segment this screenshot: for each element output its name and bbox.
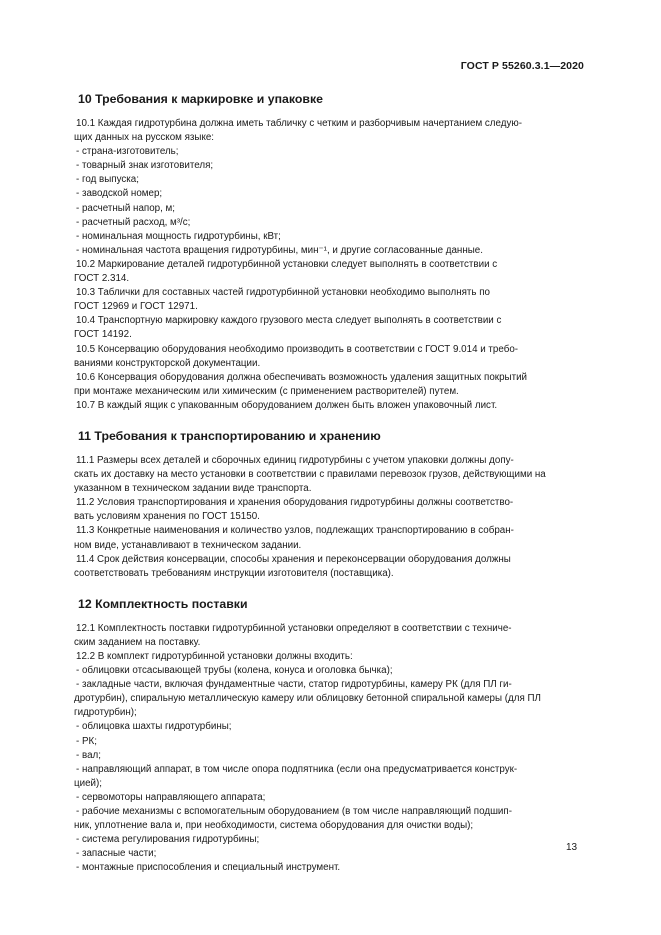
list-item: - номинальная мощность гидротурбины, кВт; [76,230,281,242]
list-item: - система регулирования гидротурбины; [76,834,260,846]
text-line: 11.3 Конкретные наименования и количество узлов, подлежащих транспортированию в собран- [76,525,514,537]
text-line: 10.5 Консервацию оборудования необходимо производить в соответствии с ГОСТ 9.014 и требо- [76,343,519,355]
text-line: ник, уплотнение вала и, при необходимости, система оборудования для очистки воды); [74,820,474,832]
list-item: - расчетный напор, м; [76,202,175,214]
text-line: гидротурбин); [74,707,137,719]
list-item: - товарный знак изготовителя; [76,160,214,172]
text-line: 11.4 Срок действия консервации, способы хранения и переконсервации оборудования должны [76,553,511,565]
section-10-body [76,117,584,413]
text-line: ГОСТ 2.314. [74,273,130,285]
text-line: 10.3 Таблички для составных частей гидротурбинной установки необходимо выполнять по [76,287,490,299]
text-line: ГОСТ 14192. [74,329,132,341]
list-item: - облицовка шахты гидротурбины; [76,721,232,733]
section-11-title: 11 Требования к транспортированию и хранению [78,428,381,443]
text-line: 10.1 Каждая гидротурбина должна иметь табличку с четким и разборчивым начертанием следую- [76,118,522,129]
list-item: - сервомоторы направляющего аппарата; [76,791,266,803]
list-item: - страна-изготовитель; [76,146,179,158]
text-line: ГОСТ 12969 и ГОСТ 12971. [74,301,198,313]
text-line: 12.1 Комплектность поставки гидротурбинной установки определяют в соответствии с техниче- [76,622,512,634]
page-number: 13 [566,842,578,853]
list-item: - год выпуска; [76,174,139,186]
text-line: 12.2 В комплект гидротурбинной установки должны входить: [76,651,353,662]
list-item: - рабочие механизмы с вспомогательным оборудованием (в том числе направляющий подшип- [76,806,512,818]
text-line: соответствовать требованиям инструкции изготовителя (поставщика). [74,567,394,579]
list-item: - вал; [76,749,101,761]
list-item: - расчетный расход, м³/с; [76,216,191,228]
section-12-body [76,622,584,876]
list-item: - закладные части, включая фундаментные части, статор гидротурбины, камеру РК (для ПЛ ги- [76,679,512,691]
text-line: ским заданием на поставку. [74,636,201,648]
text-line: ваниями конструкторской документации. [74,357,261,369]
list-item: - заводской номер; [76,188,163,200]
document-header: ГОСТ Р 55260.3.1—2020 [460,60,584,72]
list-item: - облицовки отсасывающей трубы (колена, конуса и оголовка бычка); [76,665,393,677]
text-line: цией); [74,777,102,789]
list-item: - РК; [76,735,97,747]
text-line: вать условиям хранения по ГОСТ 15150. [74,511,260,523]
text-line: ном виде, устанавливают в техническом задании. [74,539,302,551]
text-line: 10.6 Консервация оборудования должна обеспечивать возможность удаления защитных покрытий [76,371,528,383]
text-line: указанном в техническом задании виде транспорта. [74,483,312,495]
text-line: щих данных на русском языке: [74,132,215,144]
list-item: - запасные части; [76,848,157,860]
text-line: 11.2 Условия транспортирования и хранения оборудования гидротурбины должны соответство- [76,497,514,509]
list-item: - направляющий аппарат, в том числе опора подпятника (если она предусматривается конструк- [76,763,518,775]
section-12-title: 12 Комплектность поставки [78,596,248,611]
text-line: 10.7 В каждый ящик с упакованным оборудованием должен быть вложен упаковочный лист. [76,399,498,411]
text-line: скать их доставку на место установки в соответствии с правилами перевозок грузов, действующими на [74,469,546,481]
text-line: 10.2 Маркирование деталей гидротурбинной установки следует выполнять в соответствии с [76,258,498,270]
section-10-title: 10 Требования к маркировке и упаковке [78,92,323,106]
document-body [76,92,584,876]
text-line: при монтаже механическим или химическим (с применением растворителей) путем. [74,385,459,397]
list-item: - монтажные приспособления и специальный инструмент. [76,862,341,874]
list-item: - номинальная частота вращения гидротурбины, мин⁻¹, и другие согласованные данные. [76,244,483,256]
text-line: 10.4 Транспортную маркировку каждого грузового места следует выполнять в соответствии с [76,315,502,327]
section-11-body [76,454,584,581]
text-line: 11.1 Размеры всех деталей и сборочных единиц гидротурбины с учетом упаковки должны допу- [76,454,514,466]
text-line: дротурбин), спиральную металлическую камеру или облицовку бетонной спиральной камеры (для ПЛ [74,693,541,705]
